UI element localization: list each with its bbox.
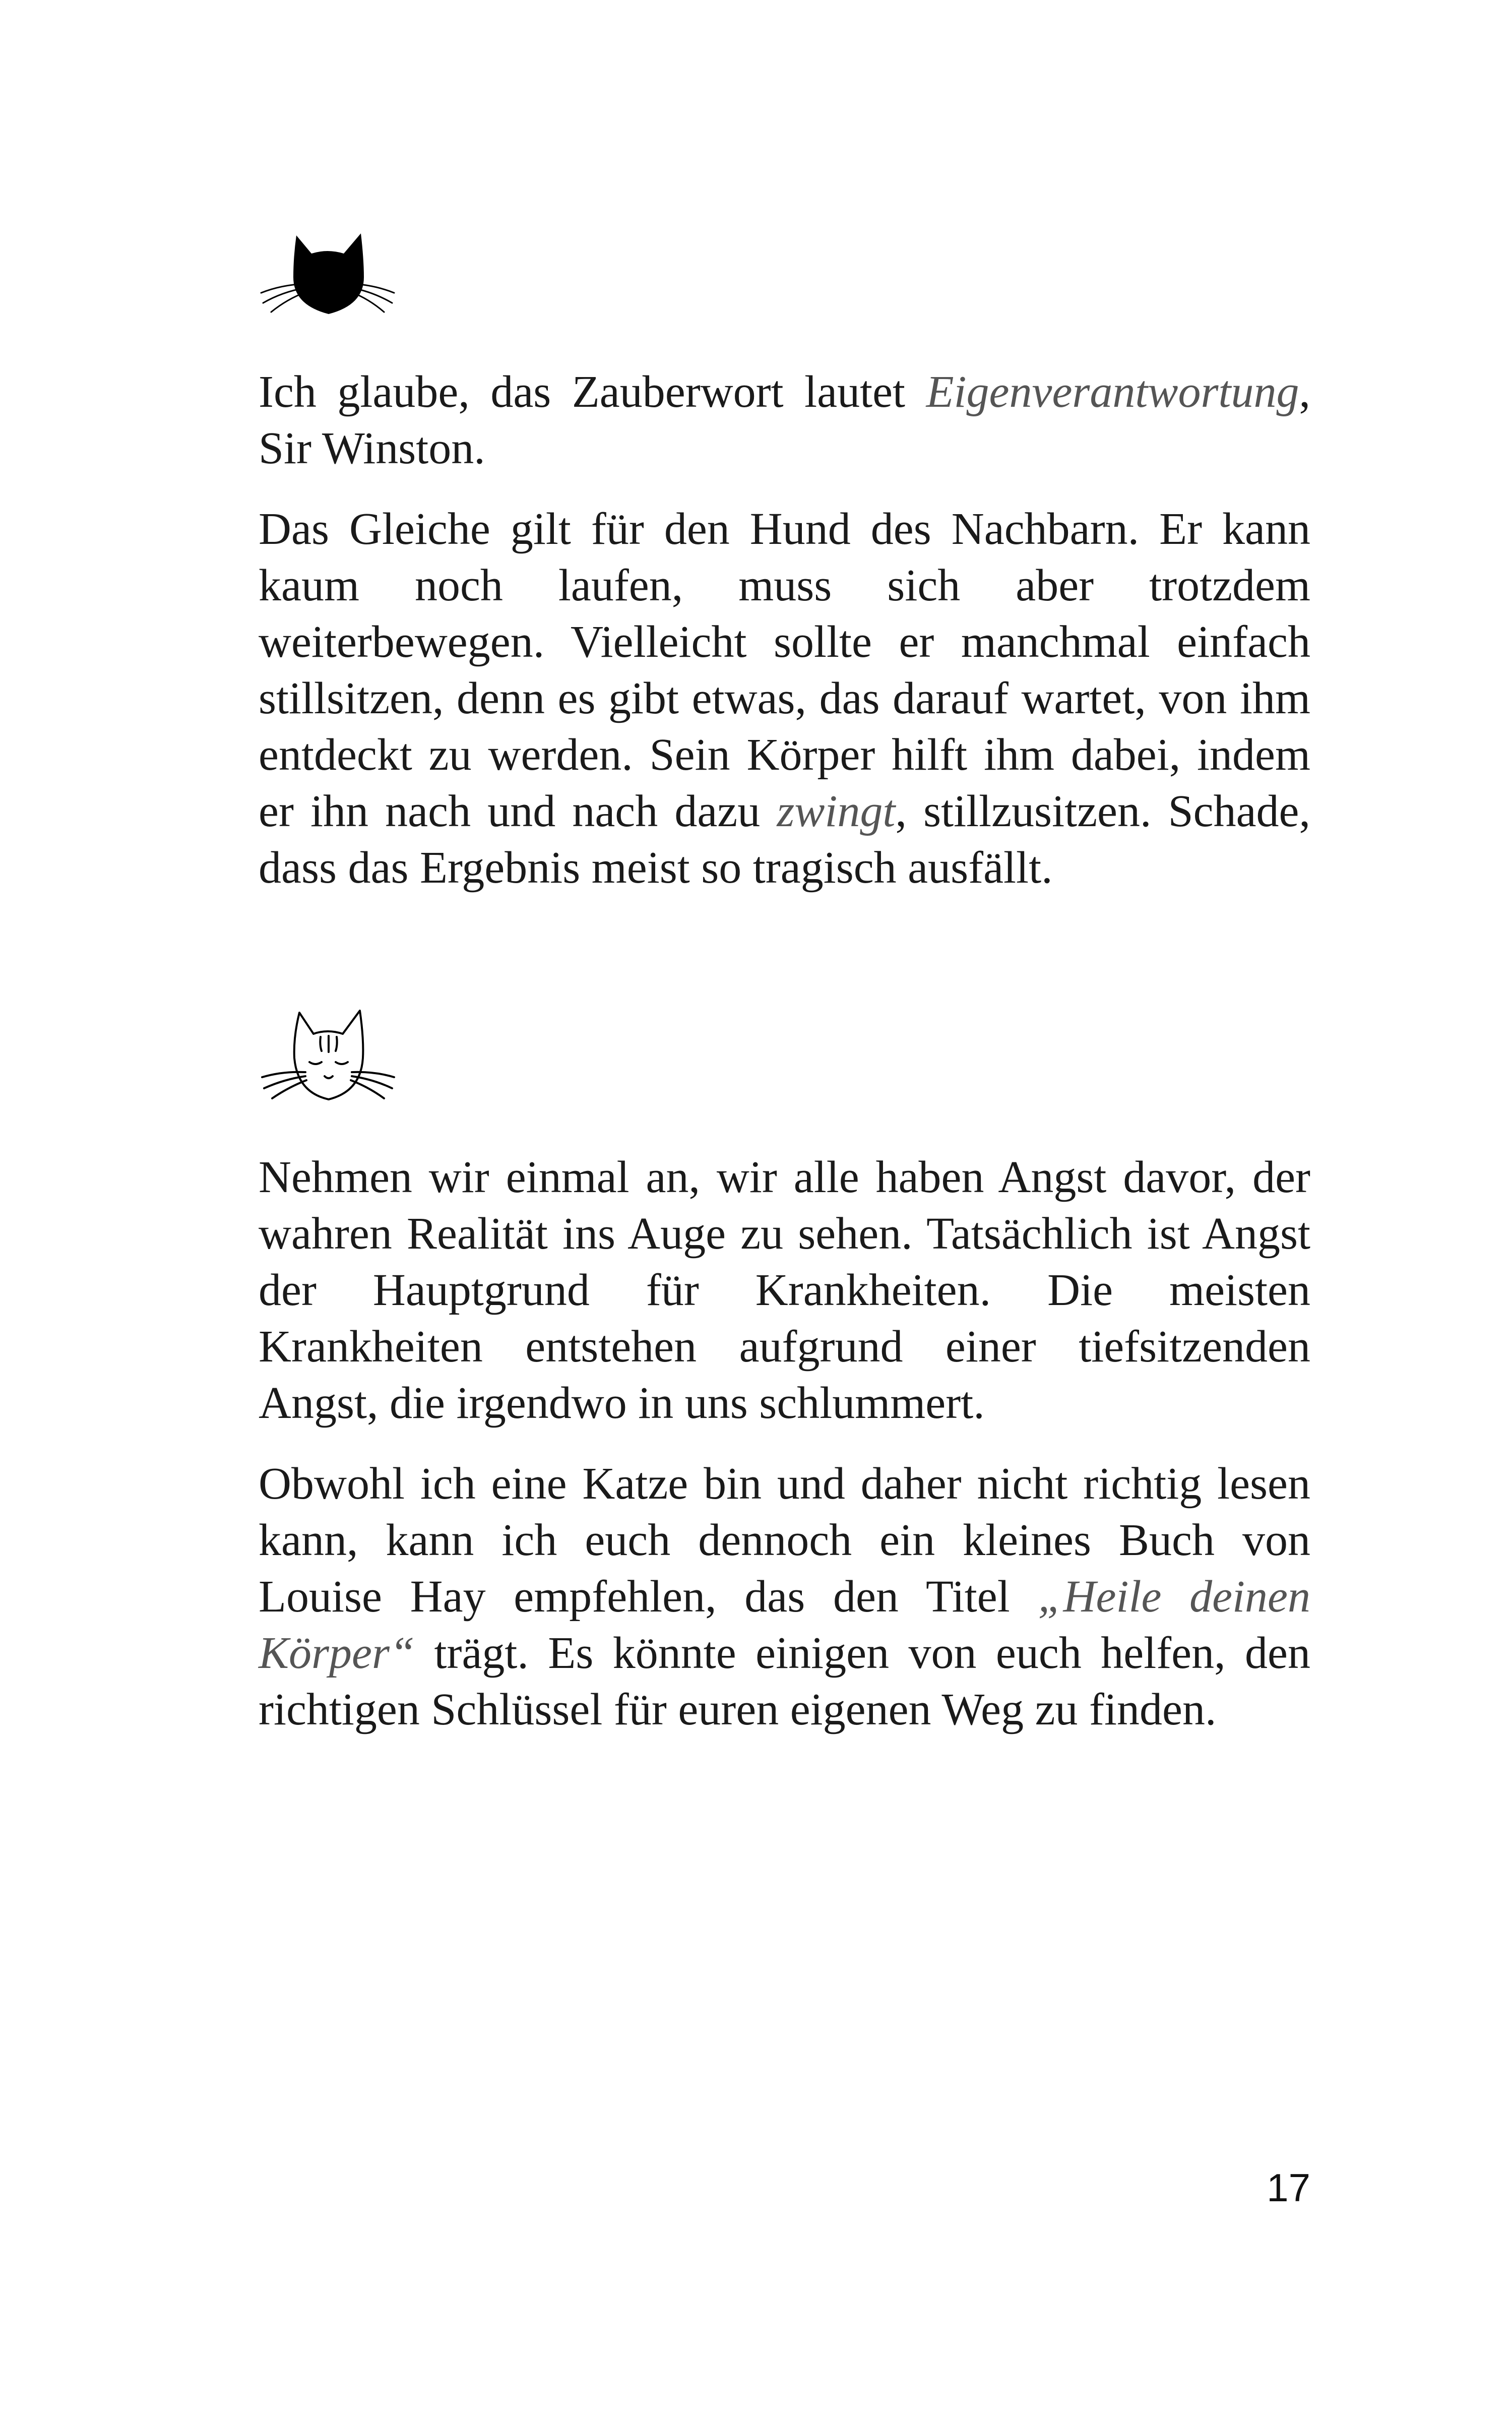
paragraph-louise-hay <box>259 1456 1310 1738</box>
paragraph-text: , stillzusitzen. Schade, dass das Ergebnis meist so tragisch ausfällt. <box>259 786 1310 893</box>
paragraph-zauberwort <box>259 364 1310 477</box>
italic-book-title: „Heile deinen Körper“ <box>259 1572 1310 1678</box>
page-number: 17 <box>1267 2165 1310 2210</box>
paragraph-text: Ich glaube, das Zauberwort lautet <box>259 367 926 417</box>
text-block-1 <box>259 364 1310 896</box>
text-block-2 <box>259 1149 1310 1738</box>
paragraph-angst <box>259 1149 1310 1432</box>
paragraph-text: trägt. Es könnte einigen von euch helfen, den richtigen Schlüssel für euren eigenen Weg zu finden. <box>259 1628 1310 1734</box>
paragraph-text: Obwohl ich eine Katze bin und daher nicht richtig lesen kann, kann ich euch dennoch ein kleines Buch von Louise Hay empfehlen, das den Titel <box>259 1459 1310 1622</box>
paragraph-text: , Sir Winston. <box>259 367 1310 473</box>
paragraph-text: Nehmen wir einmal an, wir alle haben Angst davor, der wahren Realität ins Auge zu sehen. Tatsächlich ist Angst der Hauptgrund für Krankheiten. Die meisten Krankheiten entstehen aufgrund einer tiefsitzenden Angst, die irgendwo in uns schlummert. <box>259 1152 1310 1428</box>
italic-term: zwingt <box>777 786 896 836</box>
black-cat-head-icon <box>257 229 398 318</box>
paragraph-text: Das Gleiche gilt für den Hund des Nachbarn. Er kann kaum noch laufen, muss sich aber trotzdem weiterbewegen. Vielleicht sollte er manchmal einfach stillsitzen, denn es gibt etwas, das darauf wartet, von ihm entdeckt zu werden. Sein Körper hilft ihm dabei, indem er ihn nach und nach dazu <box>259 504 1310 836</box>
italic-term: Eigenverantwortung <box>926 367 1299 417</box>
paragraph-hund-des-nachbarn <box>259 501 1310 896</box>
sleeping-cat-outline-icon <box>257 1006 398 1106</box>
